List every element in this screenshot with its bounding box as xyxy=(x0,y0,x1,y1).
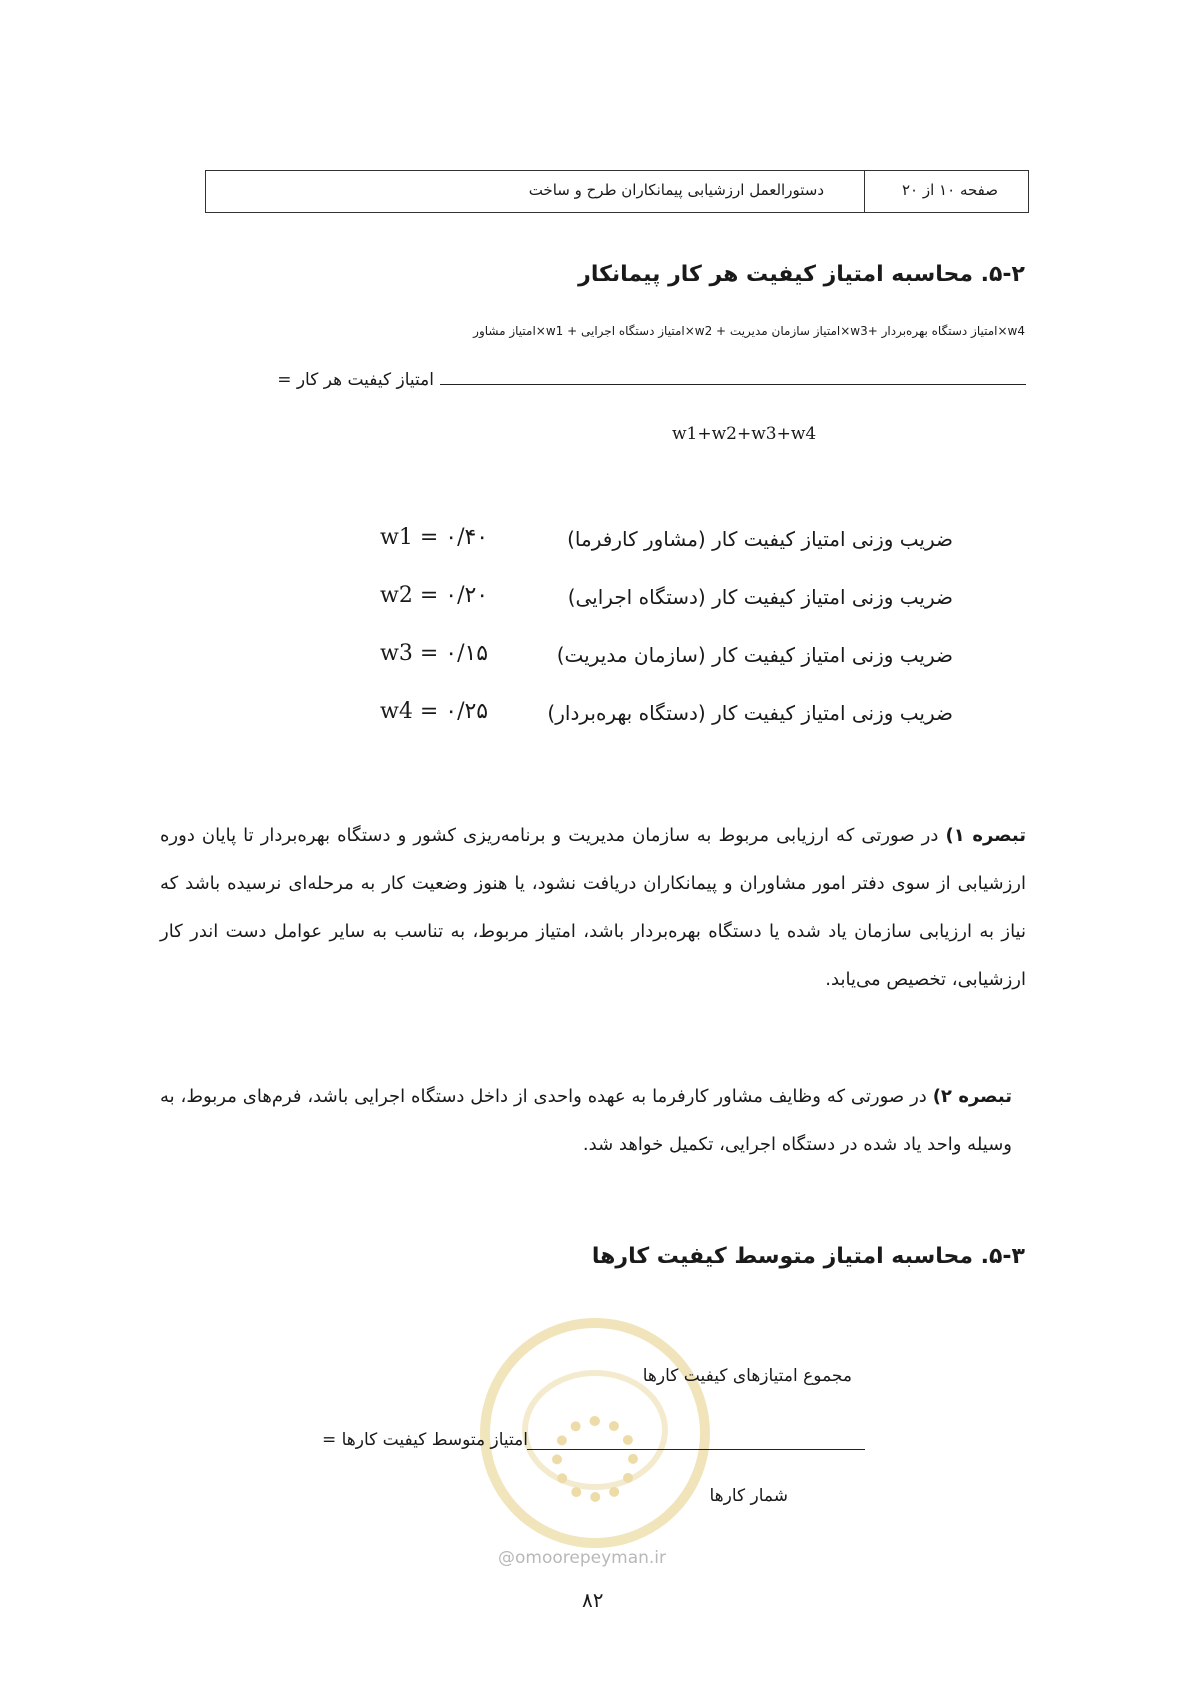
watermark-at-icon: @ xyxy=(498,1548,515,1568)
page-number: ۸۲ xyxy=(582,1588,604,1612)
section-heading-5-3: ۵-۳. محاسبه امتیاز متوسط کیفیت کارها xyxy=(591,1244,1025,1269)
header-divider xyxy=(864,171,865,212)
weight-value: w3 = ۰/۱۵ xyxy=(380,641,489,666)
formula-lhs: امتیاز کیفیت هر کار = xyxy=(277,370,434,390)
weight-value: w2 = ۰/۲۰ xyxy=(380,583,489,608)
weight-label: ضریب وزنی امتیاز کیفیت کار (دستگاه اجرایی) xyxy=(567,585,953,609)
average-formula-denominator: شمار کارها xyxy=(709,1486,788,1506)
weight-label: ضریب وزنی امتیاز کیفیت کار (دستگاه بهره‌بردار) xyxy=(547,701,953,725)
note-1-text: در صورتی که ارزیابی مربوط به سازمان مدیریت و برنامه‌ریزی کشور و دستگاه بهره‌بردار تا پایان دوره ارزشیابی از سوی دفتر امور مشاوران و پیمانکاران دریافت نشود، یا هنوز وضعیت کار به مرحله‌ای نرسیده باشد که نیاز به ارزیابی سازمان یاد شده یا دستگاه بهره‌بردار باشد، امتیاز مربوط، به تناسب به سایر عوامل دست اندر کار ارزشیابی، تخصیص می‌یابد. xyxy=(160,825,1026,990)
weight-value: w4 = ۰/۲۵ xyxy=(380,699,489,724)
average-formula-lhs: امتیاز متوسط کیفیت کارها = xyxy=(321,1430,528,1450)
note-2-paragraph xyxy=(160,1073,1012,1169)
formula-numerator: w4×امتیاز دستگاه بهره‌بردار +w3×امتیاز سازمان مدیریت + w2×امتیاز دستگاه اجرایی + w1×امتیاز مشاور xyxy=(473,324,1025,338)
header-document-title: دستورالعمل ارزشیابی پیمانکاران طرح و ساخت xyxy=(528,181,824,199)
watermark-url-text: omoorepeyman.ir xyxy=(515,1548,667,1568)
average-fraction-bar xyxy=(527,1449,865,1450)
page-header xyxy=(205,170,1029,213)
header-page-number: صفحه ۱۰ از ۲۰ xyxy=(901,181,998,199)
weight-label: ضریب وزنی امتیاز کیفیت کار (مشاور کارفرما) xyxy=(567,527,953,551)
watermark-gear-icon xyxy=(552,1416,638,1502)
note-2-title: تبصره ۲) xyxy=(932,1086,1013,1107)
section-heading-5-2: ۵-۲. محاسبه امتیاز کیفیت هر کار پیمانکار xyxy=(578,262,1025,287)
formula-denominator: w1+w2+w3+w4 xyxy=(672,424,817,444)
fraction-bar xyxy=(440,384,1026,385)
average-formula-numerator: مجموع امتیازهای کیفیت کارها xyxy=(642,1366,852,1386)
note-1-paragraph xyxy=(160,812,1026,1004)
note-1-title: تبصره ۱) xyxy=(945,825,1026,846)
watermark-url xyxy=(498,1548,666,1568)
note-2-text: در صورتی که وظایف مشاور کارفرما به عهده واحدی از داخل دستگاه اجرایی باشد، فرم‌های مربوط، به وسیله واحد یاد شده در دستگاه اجرایی، تکمیل خواهد شد. xyxy=(160,1086,1012,1155)
weight-label: ضریب وزنی امتیاز کیفیت کار (سازمان مدیریت) xyxy=(556,643,953,667)
weight-value: w1 = ۰/۴۰ xyxy=(380,525,489,550)
